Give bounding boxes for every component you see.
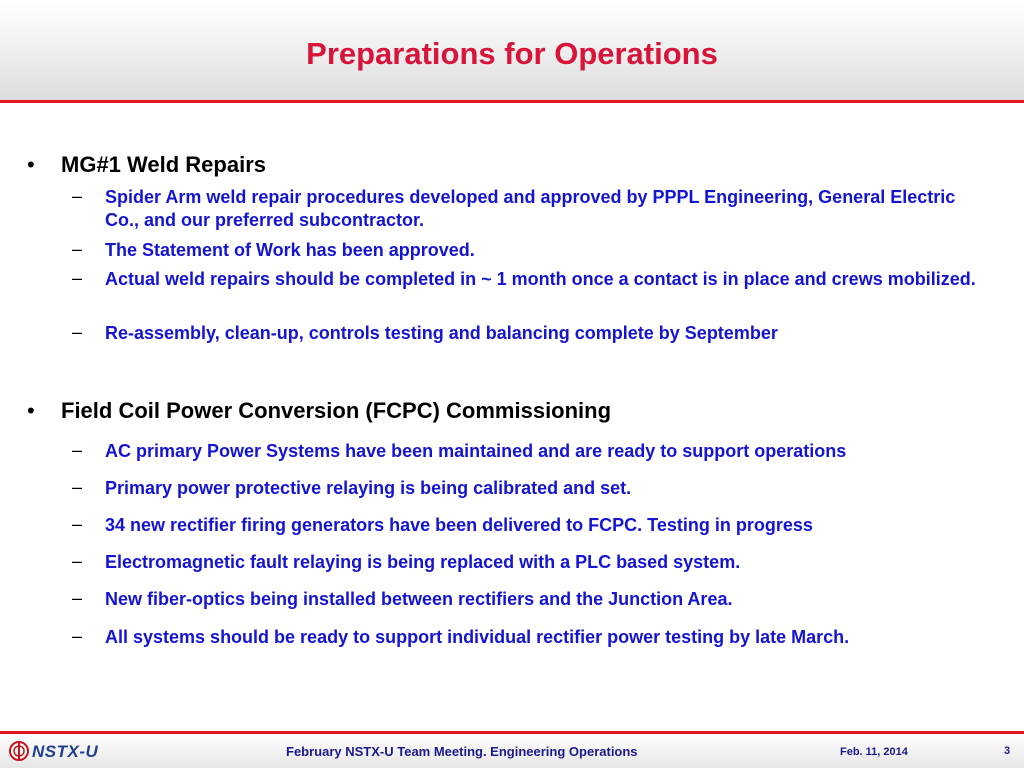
footer-meeting-title: February NSTX-U Team Meeting. Engineering Operations (286, 744, 638, 759)
item-dash: – (72, 186, 83, 206)
nstx-u-logo-icon (9, 741, 29, 761)
item-text: Electromagnetic fault relaying is being replaced with a PLC based system. (105, 552, 741, 572)
item-text: 34 new rectifier firing generators have been delivered to FCPC. Testing in progress (105, 515, 813, 535)
footer-date: Feb. 11, 2014 (840, 746, 908, 758)
item-text: Re-assembly, clean-up, controls testing and balancing complete by September (105, 323, 778, 343)
page-number: 3 (1004, 745, 1011, 757)
item-dash: – (72, 626, 83, 646)
section-bullet: • (27, 152, 35, 177)
item-dash: – (72, 239, 83, 259)
item-text: AC primary Power Systems have been maintained and are ready to support operations (105, 441, 847, 461)
item-dash: – (72, 322, 83, 342)
item-dash: – (72, 268, 83, 288)
section-heading: MG#1 Weld Repairs (61, 152, 266, 177)
section-heading: Field Coil Power Conversion (FCPC) Commissioning (61, 398, 612, 423)
item-dash: – (72, 551, 83, 571)
slide-title: Preparations for Operations (306, 36, 718, 71)
section-bullet: • (27, 398, 35, 423)
item-dash: – (72, 588, 83, 608)
item-dash: – (72, 514, 83, 534)
item-text: Primary power protective relaying is being calibrated and set. (105, 478, 632, 498)
logo-text: NSTX-U (32, 742, 99, 761)
header-divider (0, 100, 1024, 103)
item-text: Spider Arm weld repair procedures developed and approved by PPPL Engineering, General Electric Co., and our preferred subcontractor. (105, 187, 956, 230)
item-dash: – (72, 440, 83, 460)
item-dash: – (72, 477, 83, 497)
item-text: The Statement of Work has been approved. (105, 240, 475, 260)
item-text: All systems should be ready to support individual rectifier power testing by late March. (105, 627, 850, 647)
item-text: Actual weld repairs should be completed in ~ 1 month once a contact is in place and crews mobilized. (105, 269, 976, 289)
item-text: New fiber-optics being installed between rectifiers and the Junction Area. (105, 589, 733, 609)
